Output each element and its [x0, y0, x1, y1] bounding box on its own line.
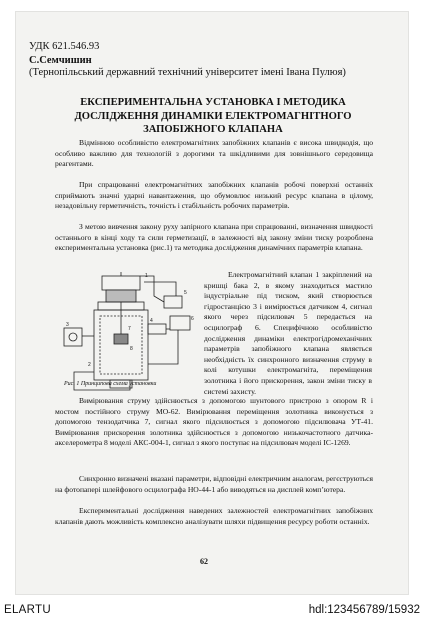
svg-text:4: 4 [150, 318, 153, 324]
svg-text:2: 2 [88, 362, 91, 368]
svg-text:1: 1 [145, 273, 148, 279]
paragraph-3: З метою вивчення закону руху запірного клапана при спрацюванні, визначення швидкості останнього в кінці ходу та сили герметизації, в залежності від закону зміни тиску розроблена експериментальна установка (рис.1) та методика дослідження динамічних параметрів клапана. [55, 222, 373, 253]
svg-text:7: 7 [128, 326, 131, 332]
affiliation: (Тернопільський державний технічний університет імені Івана Пулюя) [29, 67, 346, 78]
svg-text:5: 5 [184, 290, 187, 296]
paragraph-1: Відмінною особливістю електромагнітних запобіжних клапанів є висока швидкодія, що особливо важливо для технологій з дорогими та шкідливими для зовнішнього середовища реагентами. [55, 138, 373, 169]
svg-text:8: 8 [130, 346, 133, 352]
page-number: 62 [200, 557, 208, 566]
udk-code: УДК 621.546.93 [29, 41, 100, 52]
figure-caption: Рис. 1 Принципова схема установки [64, 381, 157, 387]
paragraph-4: Електромагнітний клапан 1 закріплений на кришці бака 2, в якому знаходиться мастило індустріальне під тиском, який створюється гідростанцією 3 і вимірюється датчиком 4, сигнал якого через підсилювач 5 передається на осцилограф 6. Специфічною особливістю дослідження динаміки електрогідромеханічних параметрів запобіжного клапана являється необхідність їх синхронного визначення струму в колі котушки електромагніта, переміщення золотника і його прискорення, закон зміни тиску в системі захисту. [204, 270, 372, 396]
repository-name: ELARTU [4, 604, 51, 616]
paragraph-2: При спрацюванні електромагнітних запобіжних клапанів робочі поверхні останніх сприймають значні ударні навантаження, що обумовлює низький ресурс клапана в цілому, незадовільну герметичність, точність і стабільність робочих параметрів. [55, 180, 373, 211]
paragraph-5: Вимірювання струму здійснюється з допомогою шунтового пристрою з опором R і мостом постійного струму МО-62. Вимірювання переміщення золотника виконується з допомогою тензодатчика 7, сигнал якого підсилюється з допомогою підсилювача УТ-41. Вимірювання прискорення золотника здійснюється з допомогою низькочастотного датчика-акселерометра 8 моделі АКС-004-1, сигнал з якого поступає на підсилювач моделі ІС-1269. [55, 396, 373, 448]
paragraph-6: Синхронно визначені вказані параметри, відповідні електричним аналогам, регєструються на фотопапері шлейфового осцилографа НО-44-1 або виводяться на дисплей комп’ютера. [55, 474, 373, 494]
author-name: С.Семчишин [29, 55, 92, 66]
article-title: ЕКСПЕРИМЕНТАЛЬНА УСТАНОВКА І МЕТОДИКА ДОСЛІДЖЕННЯ ДИНАМІКИ ЕЛЕКТРОМАГНІТНОГО ЗАПОБІЖНОГО КЛАПАНА [74, 97, 352, 135]
svg-text:3: 3 [66, 322, 69, 328]
paragraph-7: Експериментальні дослідження наведених залежностей електромагнітних запобіжних клапанів дають можливість комплексно аналізувати шляхи підвищення ресурсу роботи останніх. [55, 506, 373, 526]
handle-identifier: hdl:123456789/15932 [308, 604, 420, 616]
svg-text:6: 6 [191, 316, 194, 322]
